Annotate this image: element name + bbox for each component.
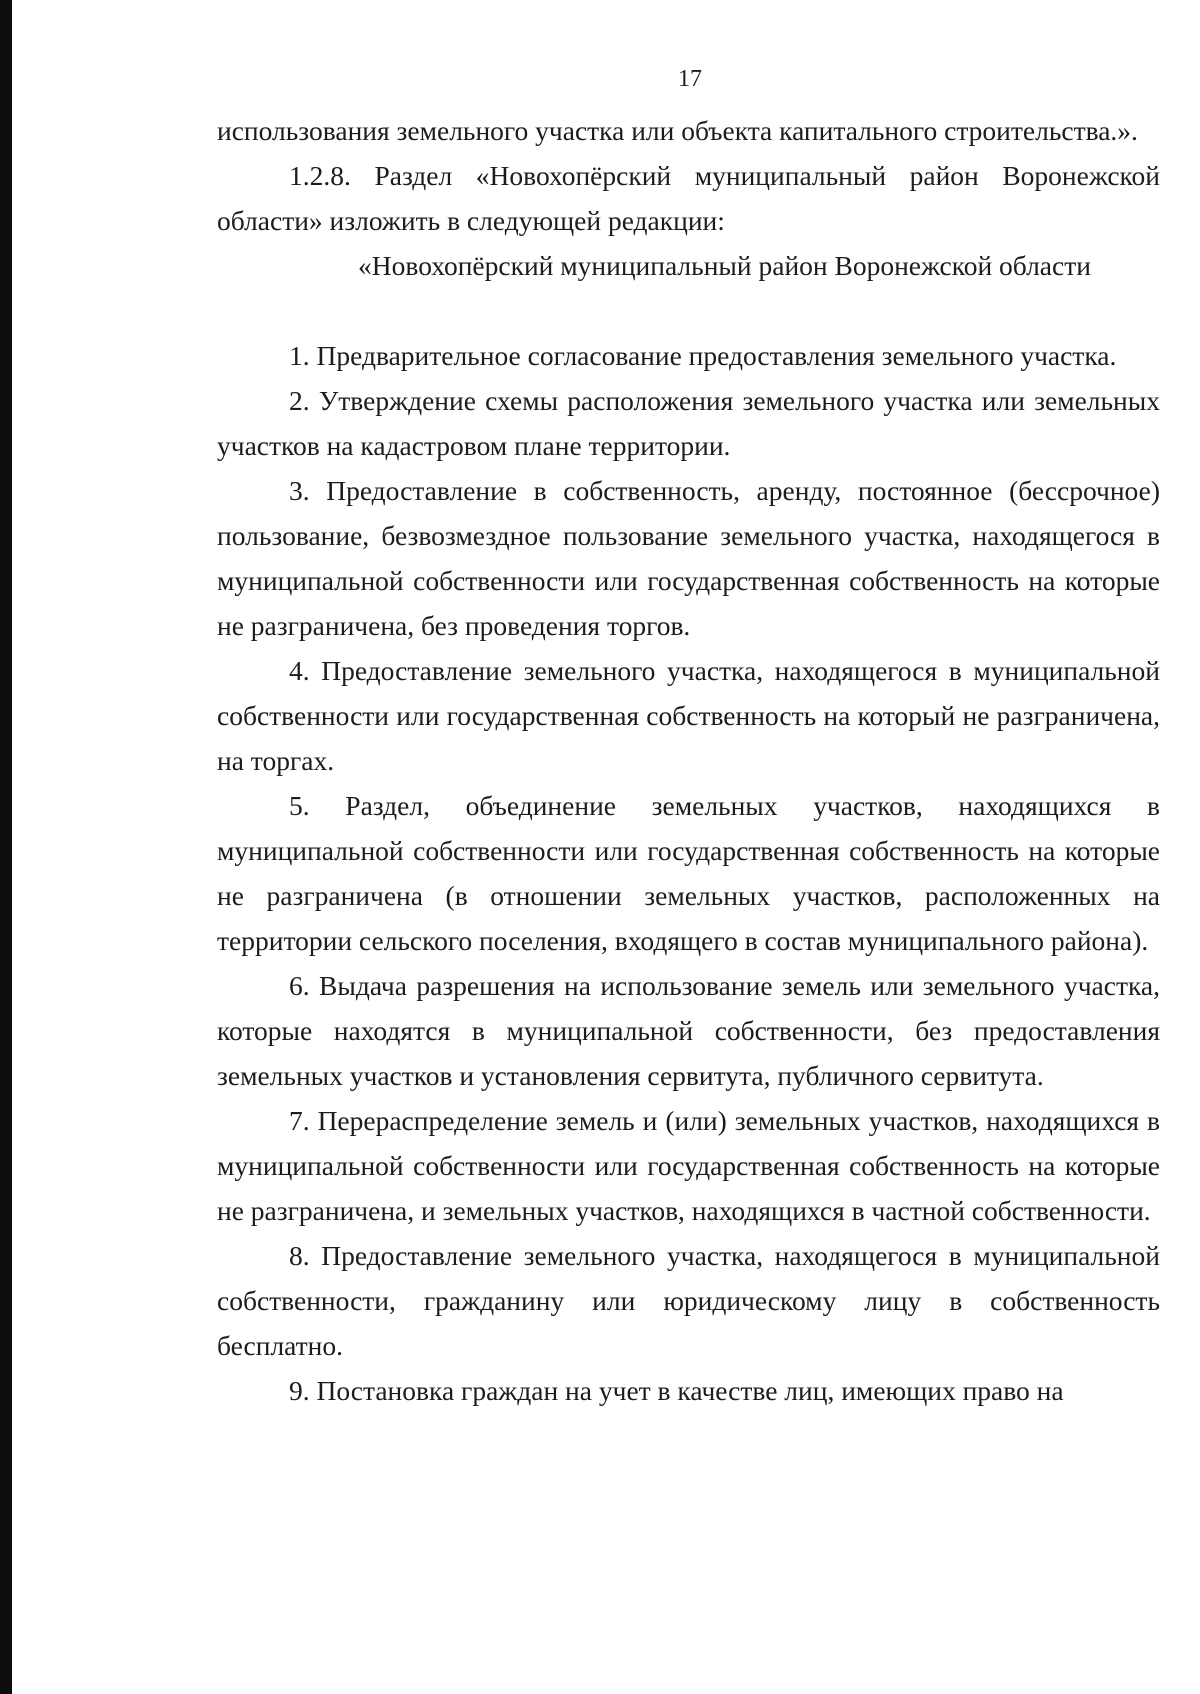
- list-item: 9. Постановка граждан на учет в качестве лиц, имеющих право на: [289, 1375, 1064, 1406]
- list-item: 5. Раздел, объединение земельных участков, находящихся в муниципальной собственности или государственная собственность на которые не разграничена (в отношении земельных участков, расположенных на территории сельского поселения, входящего в состав муниципального района).: [217, 790, 1160, 956]
- list-item: 7. Перераспределение земель и (или) земельных участков, находящихся в муниципальной собственности или государственная собственность на которые не разграничена, и земельных участков, находящихся в частной собственности.: [217, 1105, 1160, 1226]
- list-item: 6. Выдача разрешения на использование земель или земельного участка, которые находятся в муниципальной собственности, без предоставления земельных участков и установления сервитута, публичного сервитута.: [217, 970, 1160, 1091]
- document-body: [217, 108, 1160, 1413]
- section-heading: «Новохопёрский муниципальный район Воронежской области: [358, 250, 1091, 281]
- continuation-paragraph: использования земельного участка или объекта капитального строительства.».: [217, 115, 1138, 146]
- list-item: 1. Предварительное согласование предоставления земельного участка.: [289, 340, 1117, 371]
- list-item: 3. Предоставление в собственность, аренду, постоянное (бессрочное) пользование, безвозмездное пользование земельного участка, находящегося в муниципальной собственности или государственная собственность на которые не разграничена, без проведения торгов.: [217, 475, 1160, 641]
- list-item: 2. Утверждение схемы расположения земельного участка или земельных участков на кадастровом плане территории.: [217, 385, 1160, 461]
- clause-paragraph: 1.2.8. Раздел «Новохопёрский муниципальный район Воронежской области» изложить в следующей редакции:: [217, 160, 1160, 236]
- page-number: 17: [678, 66, 702, 92]
- list-item: 4. Предоставление земельного участка, находящегося в муниципальной собственности или государственная собственность на который не разграничена, на торгах.: [217, 655, 1160, 776]
- scan-edge: [0, 0, 12, 1694]
- list-item: 8. Предоставление земельного участка, находящегося в муниципальной собственности, гражданину или юридическому лицу в собственность бесплатно.: [217, 1240, 1160, 1361]
